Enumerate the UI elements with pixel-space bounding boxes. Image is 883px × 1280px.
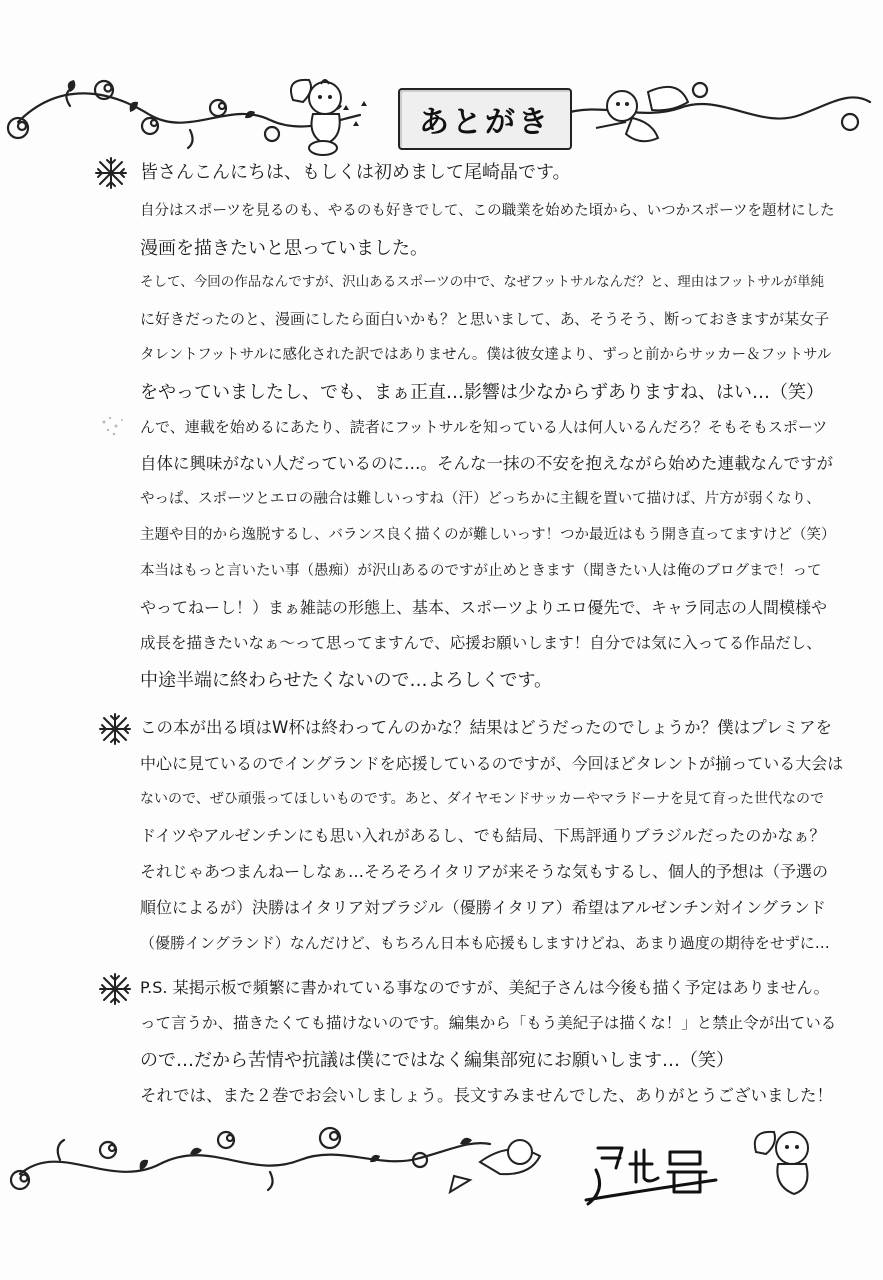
cherub-icon xyxy=(588,82,693,152)
text-line: 順位によるが）決勝はイタリア対ブラジル（優勝イタリア）希望はアルゼンチン対イングランド xyxy=(140,898,826,917)
text-line: に好きだったのと、漫画にしたら面白いかも？と思いまして、あ、そうそう、断っておきますが某女子 xyxy=(140,310,830,328)
cherub-icon xyxy=(283,70,378,160)
text-line: をやっていましたし、でも、まぁ正直…影響は少なからずありますね、はい…（笑） xyxy=(140,382,824,403)
text-line: ないので、ぜひ頑張ってほしいものです。あと、ダイヤモンドサッカーやマラドーナを見て育った世代なので xyxy=(140,791,825,807)
text-line: （優勝イングランド）なんだけど、もちろん日本も応援もしますけどね、あまり過度の期待をせずに… xyxy=(140,934,830,952)
text-line: 主題や目的から逸脱するし、バランス良く描くのが難しいっす！つか最近はもう開き直ってますけど（笑） xyxy=(140,527,836,543)
text-line: 本当はもっと言いたい事（愚痴）が沢山あるのですが止めときます（聞きたい人は俺のブログまで！って xyxy=(140,563,822,579)
text-line: それでは、また２巻でお会いしましょう。長文すみませんでした、ありがとうございました！ xyxy=(140,1086,833,1105)
text-line: 中途半端に終わらせたくないので…よろしくです。 xyxy=(140,670,553,691)
text-line: 漫画を描きたいと思っていました。 xyxy=(140,238,428,259)
text-line: ドイツやアルゼンチンにも思い入れがあるし、でも結局、下馬評通りブラジルだったのかなぁ？ xyxy=(140,826,826,845)
snowflake-icon xyxy=(98,972,132,1006)
page-title: あとがき xyxy=(398,88,572,150)
text-line: やっぱ、スポーツとエロの融合は難しいっすね（汗）どっちかに主観を置いて描けば、片方が弱くなり、 xyxy=(140,491,821,507)
text-line: P.S. 某掲示板で頻繁に書かれている事なのですが、美紀子さんは今後も描く予定はありません。 xyxy=(140,978,830,997)
text-line: んで、連載を始めるにあたり、読者にフットサルを知っている人は何人いるんだろ？そもそもスポーツ xyxy=(140,418,828,436)
text-line: それじゃあつまんねーしなぁ…そろそろイタリアが来そうな気もするし、個人的予想は（予選の xyxy=(140,862,829,881)
text-line: やってねーし！）まぁ雑誌の形態上、基本、スポーツよりエロ優先で、キャラ同志の人間模様や xyxy=(140,598,828,617)
text-line: 自分はスポーツを見るのも、やるのも好きでして、この職業を始めた頃から、いつかスポーツを題材にした xyxy=(140,203,835,219)
text-line: 中心に見ているのでイングランドを応援しているのですが、今回ほどタレントが揃っている大会は xyxy=(140,754,844,773)
speckle-mark xyxy=(96,412,130,442)
text-line: タレントフットサルに感化された訳ではありません。僕は彼女達より、ずっと前からサッカー＆フットサル xyxy=(140,347,832,363)
text-line: って言うか、描きたくても描けないのです。編集から「もう美紀子は描くな！」と禁止令が出ている xyxy=(140,1014,837,1032)
text-line: そして、今回の作品なんですが、沢山あるスポーツの中で、なぜフットサルなんだ？と、理由はフットサルが単純 xyxy=(140,274,825,290)
text-line: 皆さんこんにちは、もしくは初めまして尾崎晶です。 xyxy=(140,162,571,183)
text-line: ので…だから苦情や抗議は僕にではなく編集部宛にお願いします…（笑） xyxy=(140,1050,734,1071)
text-line: 成長を描きたいなぁ〜って思ってますんで、応援お願いします！自分では気に入ってる作品だし、 xyxy=(140,634,822,652)
text-line: 自体に興味がない人だっているのに…。そんな一抹の不安を抱えながら始めた連載なんですが xyxy=(140,454,833,473)
snowflake-icon xyxy=(94,156,128,190)
cherub-icon xyxy=(750,1122,830,1202)
text-line: この本が出る頃はW杯は終わってんのかな？結果はどうだったのでしょうか？僕はプレミアを xyxy=(140,718,832,737)
snowflake-icon xyxy=(98,712,132,746)
author-signature xyxy=(578,1130,728,1210)
